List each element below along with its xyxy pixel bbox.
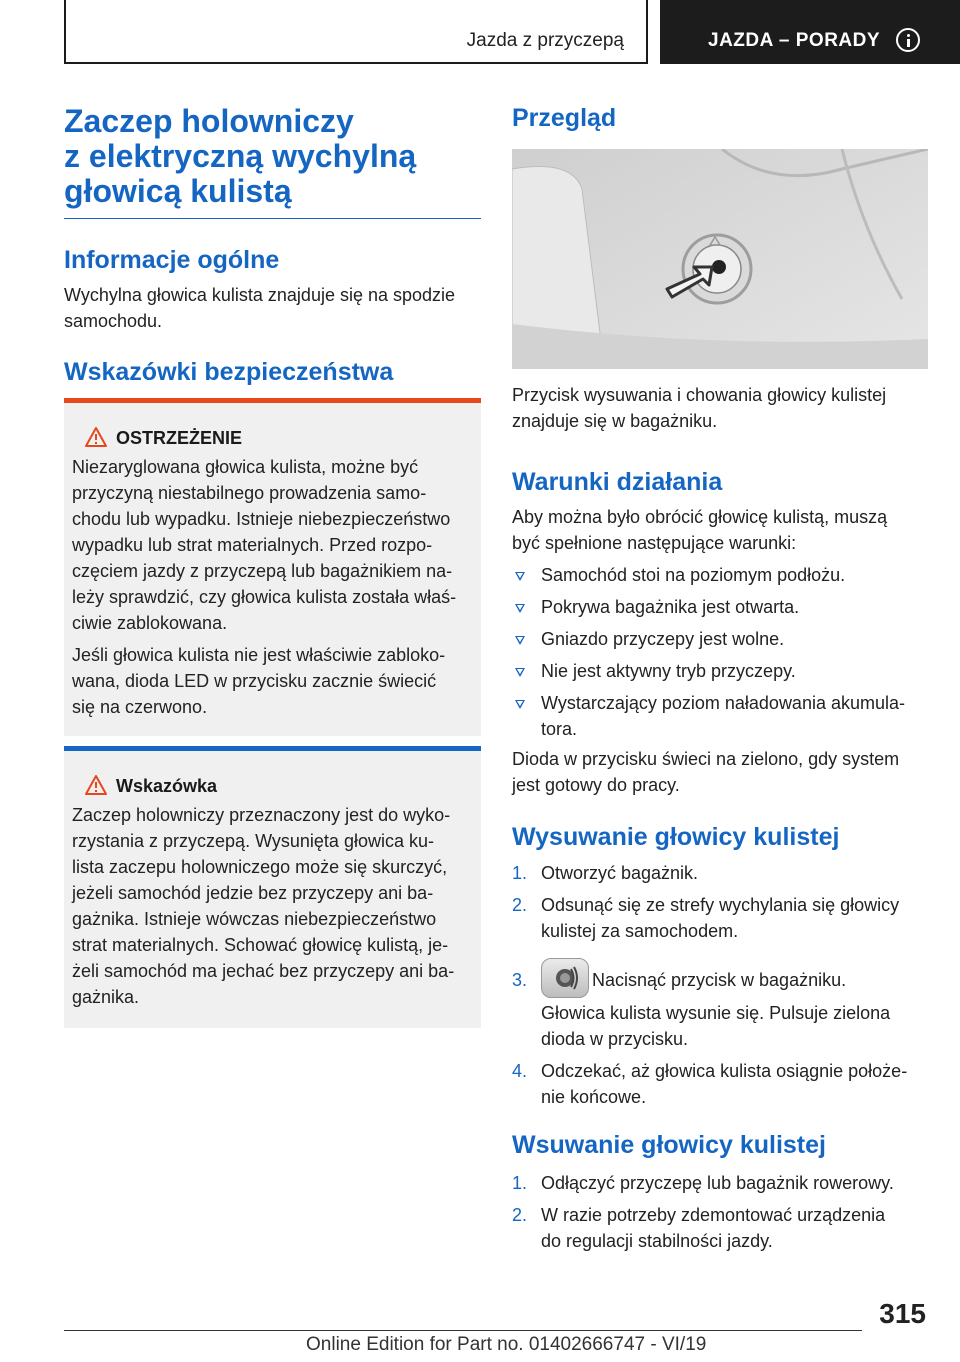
triangle-bullet-icon — [515, 572, 525, 581]
header-left-frame — [64, 0, 648, 64]
warning-paragraph-1: Niezaryglowana głowica kulista, możne być przyczyną niestabilnego prowadzenia samo- chodu lub wypadku. Istnieje niebezpieczeństwo wypadku lub strat materialnych. Przed rozpo- częciem jazdy z przyczepą lub bagażnikiem na- leży sprawdzić, czy głowica kulista została właś- ciwie zablokowana. — [72, 457, 457, 633]
warning-box — [64, 398, 481, 736]
section-title: Jazda z przyczepą — [466, 30, 624, 51]
conditions-intro: Aby można było obrócić głowicę kulistą, muszą być spełnione następujące warunki: — [512, 507, 888, 553]
note-box — [64, 746, 481, 1028]
conditions-outro: Dioda w przycisku świeci na zielono, gdy system jest gotowy do pracy. — [512, 749, 900, 795]
warning-accent-bar — [64, 398, 481, 403]
trunk-button-photo — [512, 149, 928, 369]
chapter-title: JAZDA – PORADY — [708, 30, 881, 51]
warning-triangle-icon — [84, 774, 108, 796]
triangle-bullet-icon — [515, 668, 525, 677]
overview-heading: Przegląd — [512, 104, 617, 132]
safety-heading: Wskazówki bezpieczeństwa — [64, 358, 394, 386]
note-title: Wskazówka — [116, 776, 218, 796]
retract-heading: Wsuwanie głowicy kulistej — [512, 1131, 826, 1159]
info-icon[interactable] — [896, 28, 920, 52]
warning-title: OSTRZEŻENIE — [116, 428, 243, 448]
footer-edition: Online Edition for Part no. 01402666747 - VI/19 — [306, 1334, 707, 1355]
general-heading: Informacje ogólne — [64, 246, 280, 274]
chapter-tab[interactable] — [660, 0, 960, 64]
ball-head-button-icon — [541, 958, 589, 998]
trunk-photo-illustration — [512, 149, 928, 369]
warning-triangle-icon — [84, 426, 108, 448]
page-number: 315 — [879, 1298, 926, 1329]
triangle-bullet-icon — [515, 604, 525, 613]
title-divider — [64, 218, 481, 219]
general-text: Wychylna głowica kulista znajduje się na spodzie samochodu. — [64, 285, 456, 331]
triangle-bullet-icon — [515, 700, 525, 709]
note-paragraph: Zaczep holowniczy przeznaczony jest do wyko- rzystania z przyczepą. Wysunięta głowica ku- lista zaczepu holowniczego może się skurczyć, jeżeli samochód jedzie bez przyczepy ani ba- gażnika. Istnieje wówczas niebezpieczeństwo strat materialnych. Schować głowicę kulistą, je- żeli samochód ma jechać bez przyczepy ani ba- gażnika. — [72, 805, 455, 1007]
extend-heading: Wysuwanie głowicy kulistej — [512, 823, 840, 851]
note-accent-bar — [64, 746, 481, 751]
footer-divider — [64, 1330, 862, 1331]
photo-caption: Przycisk wysuwania i chowania głowicy kulistej znajduje się w bagażniku. — [512, 385, 887, 431]
triangle-bullet-icon — [515, 636, 525, 645]
page-title: Zaczep holowniczy z elektryczną wychylną głowicą kulistą — [64, 103, 417, 209]
conditions-heading: Warunki działania — [512, 468, 723, 496]
condition-item: Wystarczający poziom naładowania akumula- tora. — [512, 690, 928, 742]
warning-paragraph-2: Jeśli głowica kulista nie jest właściwie zabloko- wana, dioda LED w przycisku zacznie świecić się na czerwono. — [72, 645, 446, 717]
